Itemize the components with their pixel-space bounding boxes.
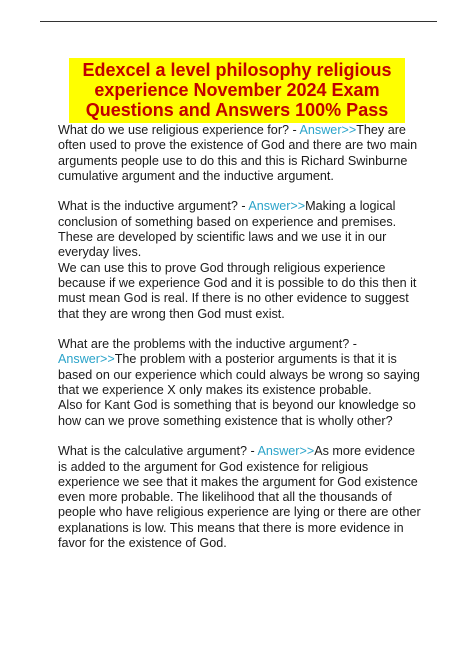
qa-item	[58, 337, 422, 429]
question-text: What are the problems with the inductive argument? -	[58, 337, 357, 352]
qa-item	[58, 444, 422, 551]
qa-item	[58, 199, 422, 321]
top-divider	[40, 21, 437, 22]
answer-continuation: We can use this to prove God through religious experience because if we experience God and it is possible to do this then it must mean God is real. If there is no other evidence to suggest that they are wrong then God must exist.	[58, 260, 417, 321]
qa-content	[58, 123, 422, 567]
question-text: What is the calculative argument? -	[58, 444, 258, 459]
answer-marker: Answer>>	[257, 444, 315, 459]
answer-text: Making a logical conclusion of something based on experience and premises. These are developed by scientific laws and we use it in our everyday lives.	[58, 199, 397, 260]
answer-marker: Answer>>	[58, 352, 115, 367]
answer-marker: Answer>>	[299, 123, 357, 137]
question-text: What do we use religious experience for? -	[58, 123, 300, 137]
answer-text: They are often used to prove the existence of God and there are two main arguments people use to do this and this is Richard Swinburne cumulative argument and the inductive argument.	[58, 123, 418, 183]
qa-item	[58, 123, 422, 184]
document-title: Edexcel a level philosophy religious experience November 2024 Exam Questions and Answers 100% Pass	[69, 58, 405, 123]
answer-text: As more evidence is added to the argument for God existence for religious experience we see that it makes the argument for God existence even more probable. The likelihood that all the thousands of people who have religious experience are lying or there are other explanations is low. This means that there is more evidence in favor for the existence of God.	[58, 444, 421, 551]
question-text: What is the inductive argument? -	[58, 199, 249, 214]
answer-continuation: Also for Kant God is something that is beyond our knowledge so how can we prove something existence that is wholly other?	[58, 398, 416, 428]
answer-marker: Answer>>	[248, 199, 306, 214]
answer-text: The problem with a posterior arguments is that it is based on our experience which could always be wrong so saying that we experience X only makes its existence probable.	[58, 352, 420, 398]
